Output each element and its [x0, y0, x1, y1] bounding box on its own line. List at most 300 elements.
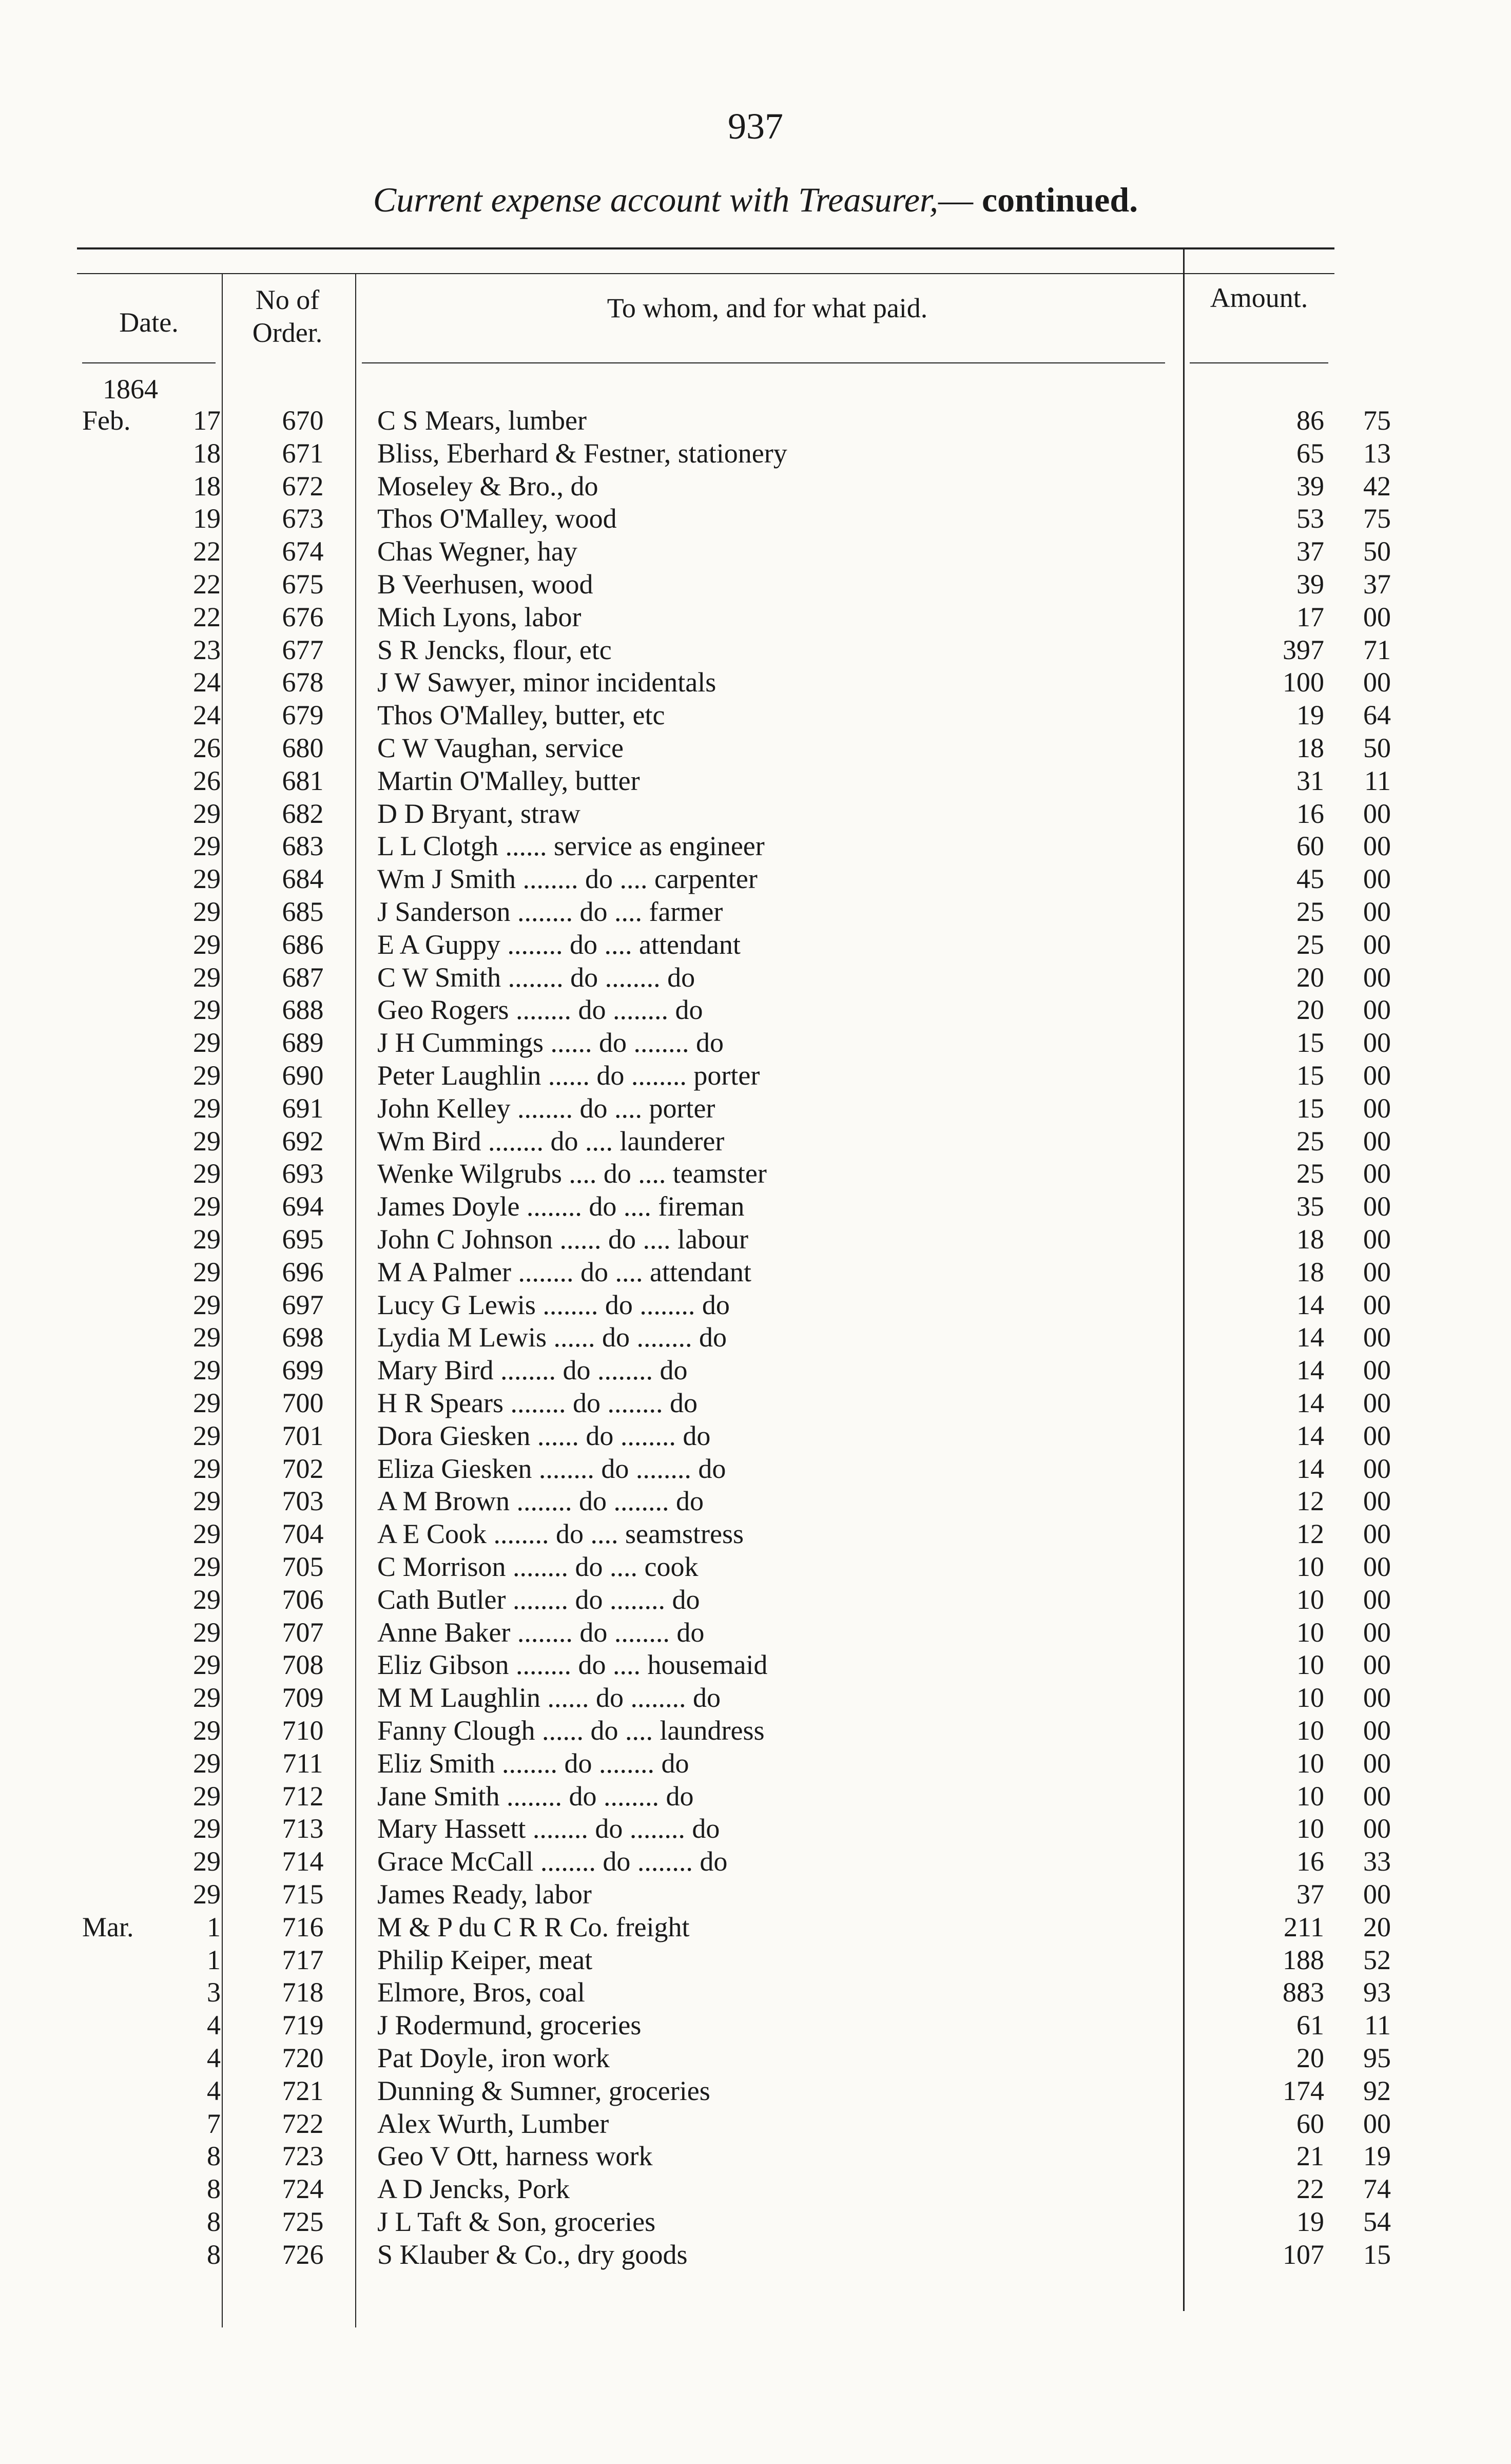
table-row: [0, 2108, 1511, 2141]
row-amount-dollars: 39: [1296, 470, 1324, 502]
header-underline-date: [82, 362, 216, 363]
row-description: Jane Smith ........ do ........ do: [377, 1780, 694, 1812]
row-order-number: 706: [282, 1584, 324, 1615]
row-order-number: 686: [282, 929, 324, 960]
row-day: 29: [193, 1191, 221, 1222]
year-label: 1864: [103, 374, 158, 405]
row-day: 8: [207, 2173, 221, 2205]
row-amount-cents: 00: [1363, 667, 1391, 698]
row-amount-dollars: 15: [1296, 1092, 1324, 1124]
row-description: Mary Hassett ........ do ........ do: [377, 1813, 720, 1844]
row-amount-dollars: 60: [1296, 2108, 1324, 2139]
row-amount-dollars: 25: [1296, 1158, 1324, 1189]
row-amount-cents: 00: [1363, 1092, 1391, 1124]
row-amount-dollars: 65: [1296, 437, 1324, 469]
row-description: J W Sawyer, minor incidentals: [377, 667, 716, 698]
row-day: 3: [207, 1977, 221, 2008]
row-description: Lydia M Lewis ...... do ........ do: [377, 1322, 727, 1353]
row-order-number: 709: [282, 1682, 324, 1714]
row-order-number: 683: [282, 831, 324, 862]
row-month: Mar.: [82, 1911, 134, 1942]
row-description: John C Johnson ...... do .... labour: [377, 1224, 749, 1255]
row-amount-cents: 00: [1363, 1060, 1391, 1091]
row-description: Wenke Wilgrubs .... do .... teamster: [377, 1158, 767, 1189]
row-amount-cents: 19: [1363, 2141, 1391, 2172]
row-amount-cents: 54: [1363, 2206, 1391, 2237]
header-description: To whom, and for what paid.: [607, 293, 928, 323]
row-amount-cents: 00: [1363, 1518, 1391, 1550]
row-day: 24: [193, 667, 221, 698]
table-row: [0, 666, 1511, 699]
row-amount-dollars: 53: [1296, 503, 1324, 534]
row-amount-cents: 50: [1363, 733, 1391, 763]
row-description: L L Clotgh ...... service as engineer: [377, 831, 765, 862]
table-row: [0, 1682, 1511, 1715]
table-row: [0, 798, 1511, 831]
row-day: 29: [193, 1551, 221, 1582]
row-amount-cents: 50: [1363, 536, 1391, 567]
table-row: [0, 2009, 1511, 2042]
row-description: J L Taft & Son, groceries: [377, 2206, 656, 2237]
row-description: A D Jencks, Pork: [377, 2173, 570, 2205]
row-day: 8: [207, 2206, 221, 2237]
header-order: [226, 283, 349, 349]
table-row: [0, 699, 1511, 732]
running-title: [0, 180, 1511, 220]
row-description: John Kelley ........ do .... porter: [377, 1092, 715, 1124]
row-amount-dollars: 15: [1296, 1060, 1324, 1091]
row-order-number: 725: [282, 2206, 324, 2237]
table-row: [0, 1649, 1511, 1682]
row-amount-dollars: 18: [1296, 733, 1324, 763]
row-amount-dollars: 14: [1296, 1420, 1324, 1451]
row-amount-dollars: 14: [1296, 1388, 1324, 1418]
row-description: James Doyle ........ do .... fireman: [377, 1191, 745, 1222]
row-description: Eliz Smith ........ do ........ do: [377, 1747, 689, 1779]
row-description: Elmore, Bros, coal: [377, 1977, 585, 2008]
row-description: C Morrison ........ do .... cook: [377, 1551, 699, 1582]
row-amount-dollars: 20: [1296, 2043, 1324, 2073]
row-description: Dora Giesken ...... do ........ do: [377, 1420, 711, 1451]
row-order-number: 695: [282, 1224, 324, 1255]
table-row: [0, 2239, 1511, 2272]
row-amount-dollars: 60: [1296, 831, 1324, 862]
row-order-number: 677: [282, 634, 324, 665]
row-order-number: 676: [282, 601, 324, 632]
row-day: 22: [193, 601, 221, 632]
row-description: James Ready, labor: [377, 1879, 592, 1910]
row-amount-dollars: 211: [1284, 1911, 1324, 1942]
row-order-number: 670: [282, 405, 324, 436]
table-row: [0, 1485, 1511, 1518]
row-order-number: 711: [282, 1747, 323, 1779]
row-amount-dollars: 22: [1296, 2173, 1324, 2205]
row-order-number: 712: [282, 1780, 324, 1812]
row-amount-dollars: 12: [1296, 1518, 1324, 1550]
row-amount-dollars: 14: [1296, 1289, 1324, 1320]
table-row: [0, 1551, 1511, 1584]
row-order-number: 705: [282, 1551, 324, 1582]
row-day: 4: [207, 2043, 221, 2073]
row-order-number: 691: [282, 1092, 324, 1124]
row-amount-dollars: 100: [1283, 667, 1324, 698]
row-order-number: 723: [282, 2141, 324, 2172]
row-amount-dollars: 14: [1296, 1322, 1324, 1353]
row-description: H R Spears ........ do ........ do: [377, 1388, 698, 1418]
row-description: M M Laughlin ...... do ........ do: [377, 1682, 721, 1714]
row-description: Geo Rogers ........ do ........ do: [377, 994, 703, 1026]
row-amount-dollars: 86: [1296, 405, 1324, 436]
header-date: Date.: [119, 307, 179, 338]
row-description: C S Mears, lumber: [377, 405, 587, 436]
row-amount-cents: 00: [1363, 1747, 1391, 1779]
row-description: M A Palmer ........ do .... attendant: [377, 1256, 751, 1287]
row-day: 18: [193, 437, 221, 469]
row-day: 29: [193, 1355, 221, 1386]
page-number: 937: [728, 106, 783, 147]
row-amount-cents: 42: [1363, 470, 1391, 502]
row-description: Eliza Giesken ........ do ........ do: [377, 1453, 726, 1484]
header-order-line2: Order.: [252, 317, 323, 348]
row-amount-dollars: 39: [1296, 569, 1324, 600]
row-day: 29: [193, 1027, 221, 1058]
row-amount-dollars: 37: [1296, 536, 1324, 567]
row-day: 29: [193, 1682, 221, 1714]
row-amount-cents: 13: [1363, 437, 1391, 469]
row-day: 29: [193, 896, 221, 927]
row-description: J Rodermund, groceries: [377, 2010, 642, 2041]
row-amount-cents: 74: [1363, 2173, 1391, 2205]
row-amount-dollars: 10: [1296, 1813, 1324, 1844]
row-amount-cents: 00: [1363, 1780, 1391, 1812]
row-description: J Sanderson ........ do .... farmer: [377, 896, 723, 927]
row-description: Grace McCall ........ do ........ do: [377, 1846, 728, 1877]
row-description: Fanny Clough ...... do .... laundress: [377, 1715, 765, 1746]
row-order-number: 701: [282, 1420, 324, 1451]
table-row: [0, 405, 1511, 437]
row-day: 29: [193, 1518, 221, 1550]
row-description: Dunning & Sumner, groceries: [377, 2075, 710, 2106]
row-amount-dollars: 17: [1296, 601, 1324, 632]
row-amount-cents: 00: [1363, 1682, 1391, 1714]
row-amount-cents: 00: [1363, 929, 1391, 960]
table-row: [0, 1813, 1511, 1845]
row-order-number: 726: [282, 2239, 324, 2270]
row-amount-cents: 95: [1363, 2043, 1391, 2073]
row-amount-dollars: 19: [1296, 700, 1324, 731]
table-row: [0, 1616, 1511, 1649]
row-description: S Klauber & Co., dry goods: [377, 2239, 688, 2270]
row-month: Feb.: [82, 405, 131, 436]
row-day: 29: [193, 1322, 221, 1353]
row-amount-cents: 33: [1363, 1846, 1391, 1877]
table-row: [0, 568, 1511, 601]
row-day: 23: [193, 634, 221, 665]
row-description: A E Cook ........ do .... seamstress: [377, 1518, 744, 1550]
row-amount-dollars: 35: [1296, 1191, 1324, 1222]
title-italic: Current expense account with Treasurer,: [373, 180, 938, 219]
row-day: 1: [207, 1911, 221, 1942]
row-amount-cents: 00: [1363, 1649, 1391, 1681]
row-day: 4: [207, 2010, 221, 2041]
row-description: Cath Butler ........ do ........ do: [377, 1584, 700, 1615]
table-row: [0, 1878, 1511, 1911]
table-row: [0, 2206, 1511, 2239]
row-day: 29: [193, 1747, 221, 1779]
row-order-number: 682: [282, 798, 324, 829]
row-description: J H Cummings ...... do ........ do: [377, 1027, 724, 1058]
row-amount-cents: 37: [1363, 569, 1391, 600]
row-day: 8: [207, 2141, 221, 2172]
table-row: [0, 896, 1511, 929]
row-day: 29: [193, 1289, 221, 1320]
row-amount-cents: 20: [1363, 1911, 1391, 1942]
row-description: Peter Laughlin ...... do ........ porter: [377, 1060, 760, 1091]
table-row: [0, 470, 1511, 503]
row-day: 7: [207, 2108, 221, 2139]
row-day: 29: [193, 929, 221, 960]
row-amount-dollars: 174: [1283, 2075, 1324, 2106]
row-description: S R Jencks, flour, etc: [377, 634, 612, 665]
table-row: [0, 1976, 1511, 2009]
row-amount-cents: 00: [1363, 1125, 1391, 1157]
row-description: A M Brown ........ do ........ do: [377, 1486, 704, 1517]
row-order-number: 687: [282, 961, 324, 993]
row-amount-cents: 11: [1364, 765, 1391, 796]
row-description: Thos O'Malley, wood: [377, 503, 617, 534]
row-amount-dollars: 31: [1296, 765, 1324, 796]
row-order-number: 719: [282, 2010, 324, 2041]
row-amount-cents: 00: [1363, 994, 1391, 1026]
row-description: Pat Doyle, iron work: [377, 2043, 610, 2073]
row-order-number: 673: [282, 503, 324, 534]
table-row: [0, 1092, 1511, 1125]
header-underline-description: [362, 362, 1165, 363]
row-amount-cents: 75: [1363, 405, 1391, 436]
row-description: Bliss, Eberhard & Festner, stationery: [377, 437, 787, 469]
row-amount-dollars: 25: [1296, 896, 1324, 927]
header-amount: Amount.: [1210, 282, 1308, 313]
row-amount-cents: 00: [1363, 601, 1391, 632]
row-order-number: 674: [282, 536, 324, 567]
row-amount-cents: 11: [1364, 2010, 1391, 2041]
row-amount-cents: 00: [1363, 1158, 1391, 1189]
row-amount-cents: 00: [1363, 1027, 1391, 1058]
row-amount-cents: 15: [1363, 2239, 1391, 2270]
row-description: Lucy G Lewis ........ do ........ do: [377, 1289, 730, 1320]
row-day: 29: [193, 798, 221, 829]
row-day: 29: [193, 1780, 221, 1812]
row-order-number: 680: [282, 733, 324, 763]
top-rule: [77, 247, 1334, 249]
row-description: Thos O'Malley, butter, etc: [377, 700, 665, 731]
row-order-number: 679: [282, 700, 324, 731]
row-description: Alex Wurth, Lumber: [377, 2108, 609, 2139]
row-day: 19: [193, 503, 221, 534]
row-amount-dollars: 188: [1283, 1944, 1324, 1975]
row-order-number: 703: [282, 1486, 324, 1517]
table-row: [0, 1453, 1511, 1486]
table-row: [0, 732, 1511, 765]
row-amount-cents: 00: [1363, 1879, 1391, 1910]
table-row: [0, 1223, 1511, 1256]
row-amount-dollars: 16: [1296, 1846, 1324, 1877]
table-row: [0, 1354, 1511, 1387]
table-row: [0, 1584, 1511, 1616]
row-order-number: 708: [282, 1649, 324, 1681]
row-amount-dollars: 10: [1296, 1584, 1324, 1615]
row-order-number: 710: [282, 1715, 324, 1746]
row-order-number: 702: [282, 1453, 324, 1484]
row-amount-cents: 71: [1363, 634, 1391, 665]
row-order-number: 681: [282, 765, 324, 796]
row-order-number: 696: [282, 1256, 324, 1287]
row-description: Anne Baker ........ do ........ do: [377, 1616, 705, 1648]
row-order-number: 698: [282, 1322, 324, 1353]
row-amount-dollars: 25: [1296, 1125, 1324, 1157]
row-day: 29: [193, 863, 221, 895]
row-amount-cents: 00: [1363, 1584, 1391, 1615]
row-amount-cents: 00: [1363, 1256, 1391, 1287]
row-amount-cents: 00: [1363, 1813, 1391, 1844]
row-day: 29: [193, 1715, 221, 1746]
title-dash: —: [938, 180, 973, 219]
row-day: 29: [193, 1092, 221, 1124]
row-day: 26: [193, 733, 221, 763]
row-description: Chas Wegner, hay: [377, 536, 577, 567]
row-order-number: 685: [282, 896, 324, 927]
row-amount-cents: 00: [1363, 1551, 1391, 1582]
row-amount-dollars: 15: [1296, 1027, 1324, 1058]
row-day: 29: [193, 1486, 221, 1517]
table-row: [0, 961, 1511, 994]
table-row: [0, 929, 1511, 961]
row-amount-dollars: 14: [1296, 1355, 1324, 1386]
header-underline-amount: [1190, 362, 1328, 363]
row-day: 29: [193, 1846, 221, 1877]
row-order-number: 700: [282, 1388, 324, 1418]
row-order-number: 716: [282, 1911, 324, 1942]
row-amount-dollars: 37: [1296, 1879, 1324, 1910]
row-day: 29: [193, 1453, 221, 1484]
row-order-number: 693: [282, 1158, 324, 1189]
header-order-line1: No of: [255, 284, 320, 315]
row-amount-dollars: 21: [1296, 2141, 1324, 2172]
row-day: 29: [193, 1256, 221, 1287]
table-row: [0, 1780, 1511, 1813]
row-amount-dollars: 10: [1296, 1682, 1324, 1714]
table-row: [0, 503, 1511, 535]
table-row: [0, 1715, 1511, 1747]
row-amount-cents: 00: [1363, 1453, 1391, 1484]
table-row: [0, 1027, 1511, 1060]
row-order-number: 704: [282, 1518, 324, 1550]
row-day: 26: [193, 765, 221, 796]
table-row: [0, 1190, 1511, 1223]
row-day: 29: [193, 994, 221, 1026]
row-order-number: 724: [282, 2173, 324, 2205]
row-order-number: 684: [282, 863, 324, 895]
table-row: [0, 535, 1511, 568]
row-description: Mich Lyons, labor: [377, 601, 582, 632]
table-row: [0, 634, 1511, 667]
row-day: 4: [207, 2075, 221, 2106]
row-order-number: 678: [282, 667, 324, 698]
row-order-number: 714: [282, 1846, 324, 1877]
table-row: [0, 2173, 1511, 2206]
row-order-number: 715: [282, 1879, 324, 1910]
row-day: 29: [193, 1649, 221, 1681]
row-amount-dollars: 397: [1283, 634, 1324, 665]
row-description: Moseley & Bro., do: [377, 470, 598, 502]
row-description: C W Smith ........ do ........ do: [377, 961, 695, 993]
row-description: D D Bryant, straw: [377, 798, 580, 829]
row-amount-dollars: 19: [1296, 2206, 1324, 2237]
row-amount-dollars: 10: [1296, 1715, 1324, 1746]
row-order-number: 690: [282, 1060, 324, 1091]
row-order-number: 720: [282, 2043, 324, 2073]
row-day: 29: [193, 831, 221, 862]
row-order-number: 688: [282, 994, 324, 1026]
table-row: [0, 994, 1511, 1027]
row-amount-dollars: 25: [1296, 929, 1324, 960]
row-order-number: 717: [282, 1944, 324, 1975]
table-row: [0, 1256, 1511, 1289]
row-order-number: 718: [282, 1977, 324, 2008]
row-amount-dollars: 10: [1296, 1616, 1324, 1648]
row-amount-dollars: 10: [1296, 1747, 1324, 1779]
row-day: 29: [193, 1584, 221, 1615]
row-day: 18: [193, 470, 221, 502]
row-amount-dollars: 14: [1296, 1453, 1324, 1484]
table-row: [0, 1289, 1511, 1322]
row-amount-cents: 00: [1363, 961, 1391, 993]
row-amount-dollars: 107: [1283, 2239, 1324, 2270]
row-day: 29: [193, 1616, 221, 1648]
row-day: 29: [193, 1879, 221, 1910]
row-description: Eliz Gibson ........ do .... housemaid: [377, 1649, 768, 1681]
top-rule-thin: [77, 273, 1334, 274]
row-amount-cents: 92: [1363, 2075, 1391, 2106]
row-amount-cents: 00: [1363, 1420, 1391, 1451]
row-amount-cents: 64: [1363, 700, 1391, 731]
row-order-number: 722: [282, 2108, 324, 2139]
row-order-number: 692: [282, 1125, 324, 1157]
row-day: 24: [193, 700, 221, 731]
table-row: [0, 1060, 1511, 1092]
row-order-number: 694: [282, 1191, 324, 1222]
row-amount-dollars: 12: [1296, 1486, 1324, 1517]
row-description: M & P du C R R Co. freight: [377, 1911, 690, 1942]
table-row: [0, 1747, 1511, 1780]
row-day: 22: [193, 536, 221, 567]
row-order-number: 675: [282, 569, 324, 600]
table-row: [0, 1911, 1511, 1944]
table-row: [0, 765, 1511, 798]
row-order-number: 672: [282, 470, 324, 502]
row-amount-cents: 00: [1363, 2108, 1391, 2139]
table-row: [0, 2075, 1511, 2108]
table-row: [0, 1321, 1511, 1354]
row-order-number: 721: [282, 2075, 324, 2106]
table-row: [0, 1387, 1511, 1420]
row-description: Martin O'Malley, butter: [377, 765, 640, 796]
row-order-number: 713: [282, 1813, 324, 1844]
row-amount-cents: 75: [1363, 503, 1391, 534]
row-description: Wm Bird ........ do .... launderer: [377, 1125, 725, 1157]
row-description: Philip Keiper, meat: [377, 1944, 593, 1975]
row-order-number: 689: [282, 1027, 324, 1058]
